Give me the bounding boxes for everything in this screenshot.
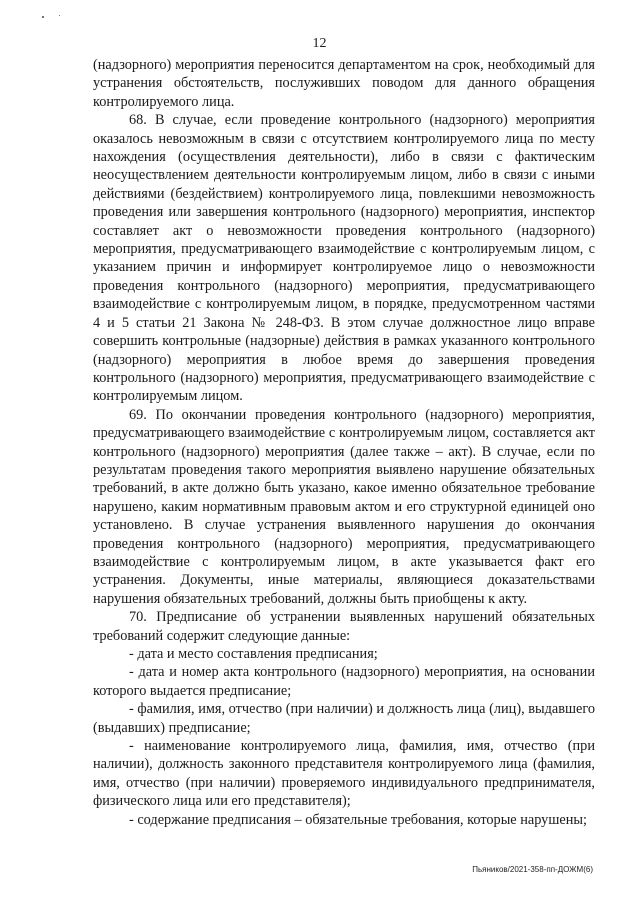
document-code: Пьяников/2021-358-пп-ДОЖМ(6) bbox=[472, 865, 593, 874]
list-item-issuer: - фамилия, имя, отчество (при наличии) и должность лица (лиц), выдавшего (выдавших) предписание; bbox=[93, 701, 595, 736]
document-body bbox=[93, 56, 595, 829]
paragraph-68: 68. В случае, если проведение контрольного (надзорного) мероприятия оказалось невозможным в связи с отсутствием контролируемого лица по месту нахождения (осуществления деятельности), либо в связи с фактическим неосуществлением деятельности контролируемым лицом, либо в связи с иными действиями (бездействием) контролируемого лица, повлекшими невозможность проведения или завершения контрольного (надзорного) мероприятия, инспектор составляет акт о невозможности проведения контрольного (надзорного) мероприятия, предусматривающего взаимодействие с контролируемым лицом, с указанием причин и информирует контролируемое лицо о невозможности проведения контрольного (надзорного) мероприятия, предусматривающего взаимодействие с контролируемым лицом, в порядке, предусмотренном частями 4 и 5 статьи 21 Закона № 248-ФЗ. В этом случае должностное лицо вправе совершить контрольные (надзорные) действия в рамках указанного контрольного (надзорного) мероприятия в любое время до завершения проведения контрольного (надзорного) мероприятия, предусматривающего взаимодействие с контролируемым лицом. bbox=[93, 112, 595, 405]
scan-speck bbox=[59, 15, 60, 16]
paragraph-69: 69. По окончании проведения контрольного (надзорного) мероприятия, предусматривающего взаимодействие с контролируемым лицом, составляется акт контрольного (надзорного) мероприятия (далее также – акт). В случае, если по результатам проведения такого мероприятия выявлено нарушение обязательных требований, в акте должно быть указано, какое именно обязательное требование нарушено, каким нормативным правовым актом и его структурной единицей оно установлено. В случае устранения выявленного нарушения до окончания проведения контрольного (надзорного) мероприятия, предусматривающего взаимодействие с контролируемым лицом, в акте указывается факт его устранения. Документы, иные материалы, являющиеся доказательствами нарушения обязательных требований, должны быть приобщены к акту. bbox=[93, 406, 595, 607]
page-number: 12 bbox=[312, 36, 327, 51]
list-item-act-number: - дата и номер акта контрольного (надзорного) мероприятия, на основании которого выдается предписание; bbox=[93, 664, 595, 699]
list-item-controlled-person: - наименование контролируемого лица, фамилия, имя, отчество (при наличии), должность законного представителя контролируемого лица (фамилия, имя, отчество (при наличии) проверяемого индивидуального предпринимателя, физического лица или его представителя); bbox=[93, 738, 595, 810]
paragraph-continuation: (надзорного) мероприятия переносится департаментом на срок, необходимый для устранения обстоятельств, послуживших поводом для данного обращения контролируемого лица. bbox=[93, 57, 595, 110]
list-item-content: - содержание предписания – обязательные требования, которые нарушены; bbox=[129, 811, 587, 828]
paragraph-70: 70. Предписание об устранении выявленных нарушений обязательных требований содержит следующие данные: bbox=[93, 609, 595, 644]
scan-speck bbox=[42, 16, 44, 18]
list-item-date-place: - дата и место составления предписания; bbox=[129, 646, 378, 662]
